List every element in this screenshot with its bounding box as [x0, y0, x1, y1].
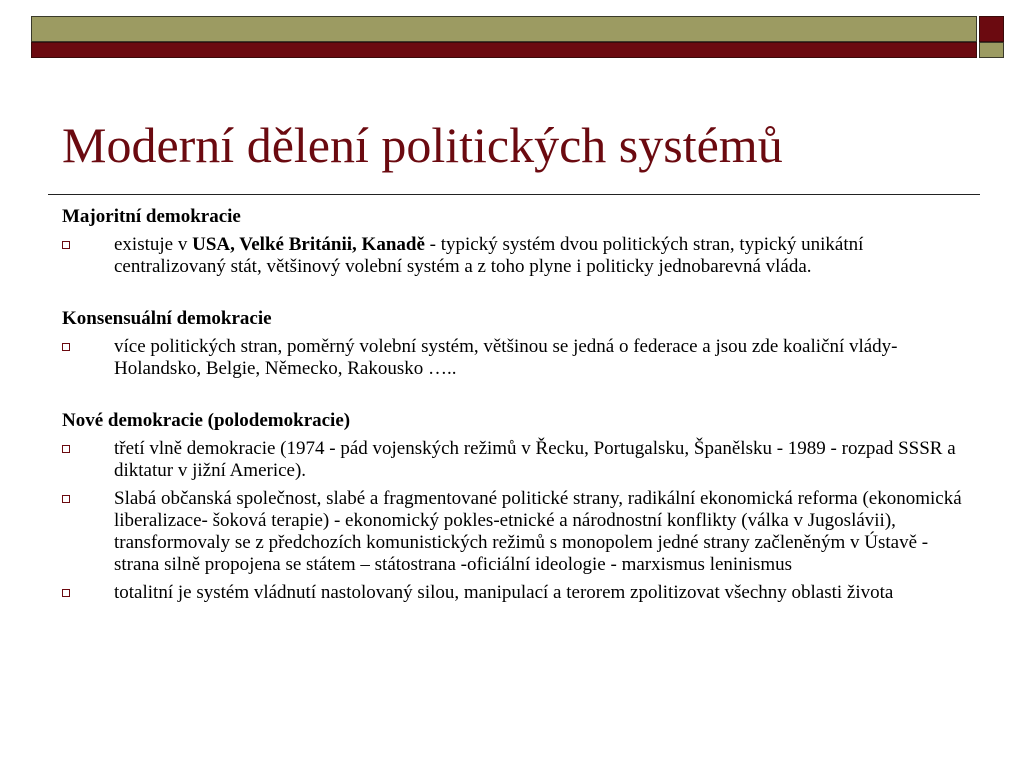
item-text: existuje v — [114, 234, 193, 255]
list-item — [62, 438, 962, 482]
title-divider — [48, 194, 980, 195]
header-bar-olive — [31, 16, 977, 42]
section-heading-consensual: Konsensuální demokracie — [62, 308, 272, 329]
square-bullet-icon — [62, 495, 70, 503]
item-text: Slabá občanská společnost, slabé a fragmentované politické strany, radikální ekonomická reforma (ekonomická liberalizace- šoková terapie) - ekonomický pokles-etnické a národnostní konflikty (válka v Jugoslávii), transformovaly se z předchozích komunistických režimů s monopolem jedné strany začleněným v Ústavě - strana silně propojena se státem – státostrana -oficiální ideologie - marxismus leninismus — [114, 488, 962, 575]
item-text: totalitní je systém vládnutí nastolovaný silou, manipulací a terorem zpolitizovat všechny oblasti života — [114, 582, 894, 603]
section-heading-majoritarian: Majoritní demokracie — [62, 206, 241, 227]
slide-title: Moderní dělení politických systémů — [62, 117, 783, 173]
list-item — [62, 234, 962, 278]
list-item — [62, 582, 962, 604]
item-text: - typický systém dvou politických stran, typický unikátní centralizovaný stát, většinový volební systém a z toho plyne i politicky jednobarevná vláda. — [114, 234, 864, 277]
square-bullet-icon — [62, 241, 70, 249]
slide-content — [62, 206, 962, 610]
list-item — [62, 336, 962, 380]
item-text: více politických stran, poměrný volební systém, většinou se jedná o federace a jsou zde koaliční vlády- Holandsko, Belgie, Německo, Rakousko ….. — [114, 336, 898, 379]
section-heading-new-democracies: Nové demokracie (polodemokracie) — [62, 410, 351, 431]
square-bullet-icon — [62, 589, 70, 597]
item-text: třetí vlně demokracie (1974 - pád vojenských režimů v Řecku, Portugalsku, Španělsku - 1989 - rozpad SSSR a diktatur v jižní Americe). — [114, 438, 956, 481]
header-square-red — [979, 16, 1004, 42]
header-square-olive — [979, 42, 1004, 58]
square-bullet-icon — [62, 343, 70, 351]
item-bold-text: USA, Velké Británii, Kanadě — [192, 234, 425, 255]
square-bullet-icon — [62, 445, 70, 453]
header-bar-red — [31, 42, 977, 58]
list-item — [62, 488, 962, 576]
